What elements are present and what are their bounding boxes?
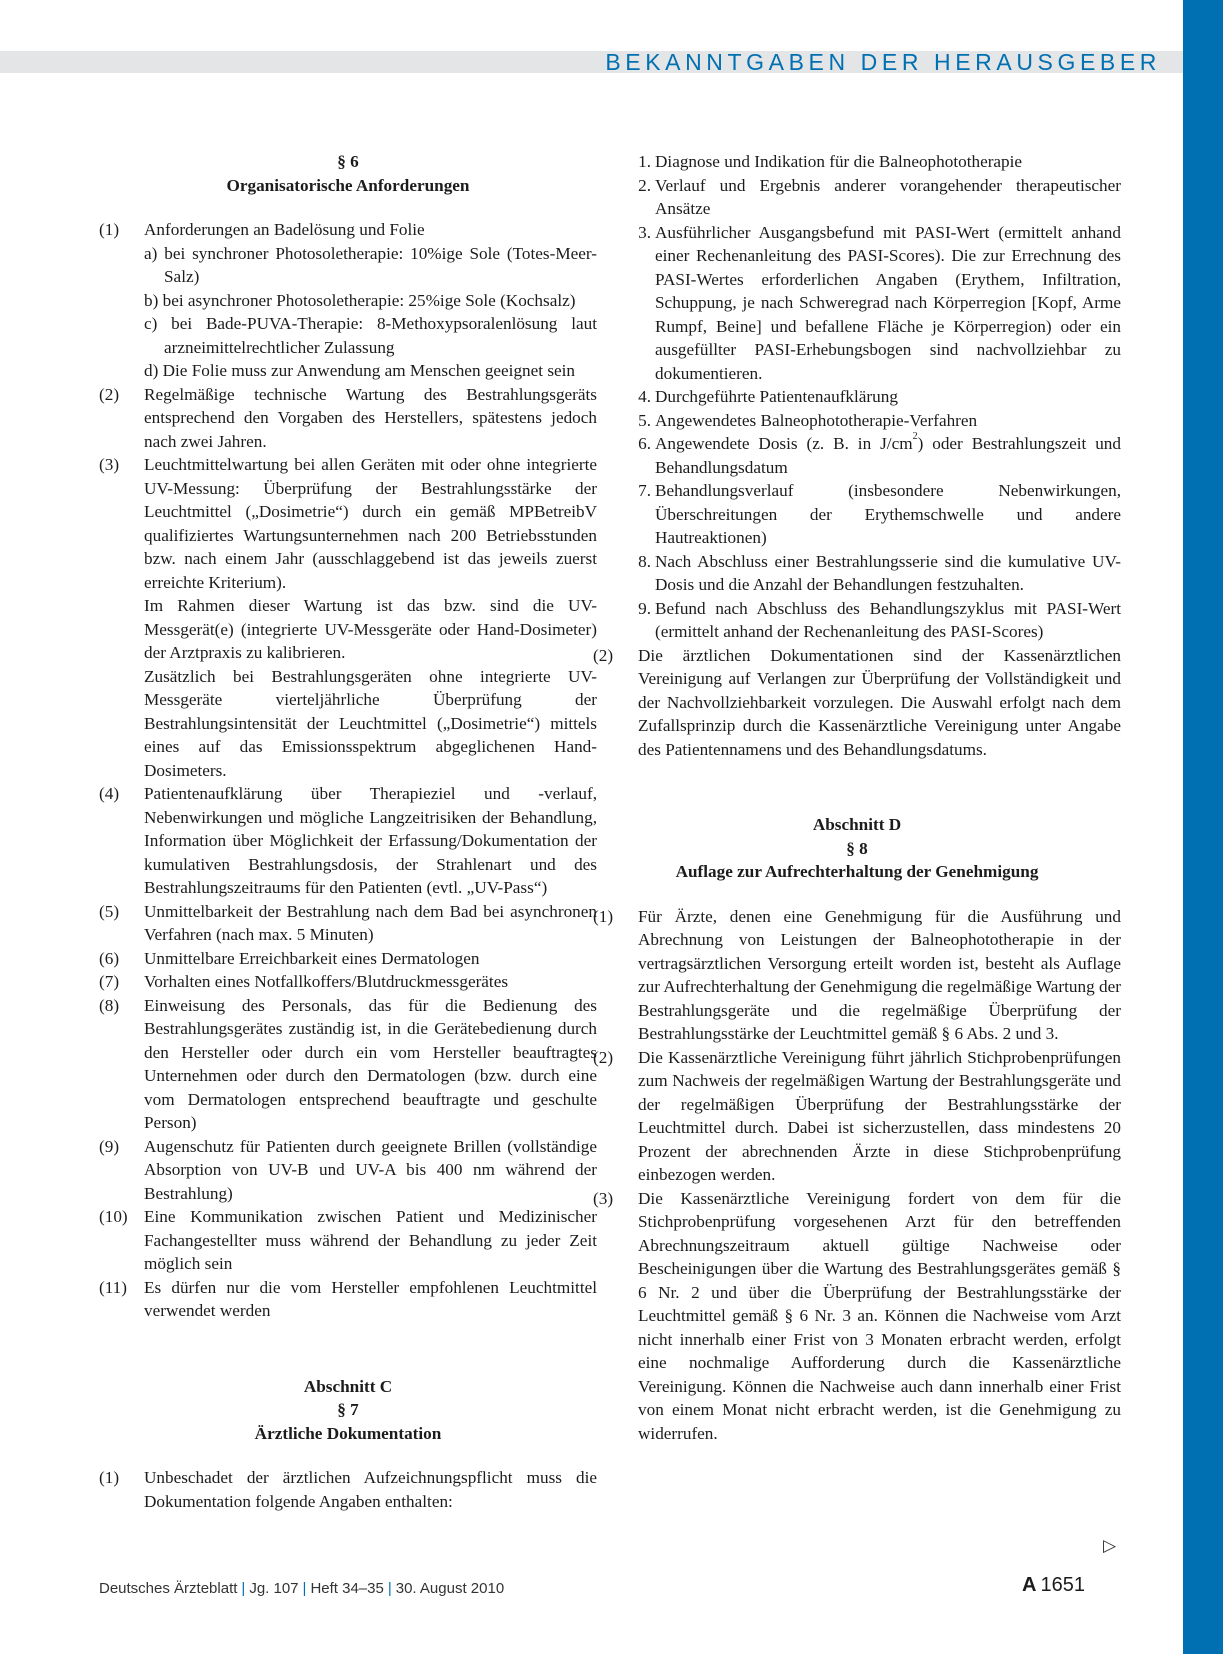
list-item	[621, 432, 1121, 479]
item-number: (9)	[99, 1136, 120, 1156]
item-text: Vorhalten eines Notfallkoffers/Blutdruckmessgerätes	[144, 972, 509, 991]
list-item	[99, 383, 597, 454]
list-item	[621, 479, 1121, 550]
item-text-part: ) oder Bestrahlungszeit und Behandlungsdatum	[655, 434, 1121, 477]
item-text: Unbeschadet der ärztlichen Aufzeichnungspflicht muss die Dokumentation folgende Angaben enthalten:	[144, 1468, 597, 1511]
requirements-list	[99, 218, 597, 1323]
list-item	[99, 1466, 597, 1513]
section-number: § 7	[337, 1400, 359, 1419]
item-number: (8)	[99, 995, 120, 1015]
item-text	[655, 432, 1121, 479]
item-text: Die ärztlichen Dokumentationen sind der Kassenärztlichen Vereinigung auf Verlangen zur Überprüfung der Vollständigkeit und der Nachvollziehbarkeit vorzulegen. Die Auswahl erfolgt nach dem Zufallsprinzip durch die Kassenärztliche Vereinigung unter Angabe des Patientennamens und des Behandlungsdatums.	[638, 645, 1121, 759]
list-item	[99, 782, 597, 900]
item-body	[144, 782, 597, 900]
item-body	[144, 994, 597, 1135]
item-number: (3)	[593, 1188, 614, 1208]
sub-item: b) bei asynchroner Photosoletherapie: 25%ige Sole (Kochsalz)	[144, 290, 576, 310]
separator: |	[387, 1580, 392, 1597]
list-item	[621, 174, 1121, 221]
item-number: 9.	[638, 598, 651, 618]
item-text: Unmittelbarkeit der Bestrahlung nach dem Bad bei asynchronen Verfahren (nach max. 5 Minuten)	[144, 901, 597, 944]
item-text: Anforderungen an Badelösung und Folie	[144, 220, 425, 239]
item-number: 4.	[638, 387, 651, 406]
list-item	[621, 385, 1121, 409]
spacer	[99, 1445, 597, 1466]
item-text: Nach Abschluss einer Bestrahlungsserie sind die kumulative UV-Dosis und die Anzahl der Behandlungen festzuhalten.	[655, 551, 1121, 594]
item-text: Diagnose und Indikation für die Balneophototherapie	[655, 152, 1023, 171]
list-item	[99, 218, 597, 383]
item-text: Regelmäßige technische Wartung des Bestrahlungsgeräts entsprechend den Vorgaben des Herstellers, spätestens jedoch nach zwei Jahren.	[144, 384, 597, 451]
list-item	[621, 150, 1121, 174]
list-item	[99, 1276, 597, 1323]
right-column	[593, 150, 1121, 1445]
journal-name: Deutsches Ärzteblatt	[99, 1580, 238, 1597]
item-number: 6.	[638, 434, 651, 453]
item-text: Die Kassenärztliche Vereinigung führt jährlich Stichprobenprüfungen zum Nachweis der regelmäßigen Wartung der Bestrahlungsgeräte und der regelmäßigen Überprüfung der Bestrahlungsstärke der Leuchtmittel durch. Dabei ist sicherzustellen, dass mindestens 20 Prozent der abrechnenden Ärzte in diese Stichprobenprüfung einbezogen werden.	[638, 1047, 1121, 1184]
item-text-part: Angewendete Dosis (z. B. in J/cm	[655, 434, 913, 453]
item-text: Angewendetes Balneophototherapie-Verfahren	[655, 410, 978, 430]
spacer	[99, 197, 597, 218]
item-number: (1)	[99, 1468, 120, 1487]
list-item	[621, 221, 1121, 386]
list-item	[593, 644, 1121, 762]
item-number: (2)	[99, 384, 120, 404]
sub-item: c) bei Bade-PUVA-Therapie: 8-Methoxypsoralenlösung laut arzneimittelrechtlicher Zulassung	[144, 314, 597, 357]
item-body	[144, 218, 597, 383]
side-color-bar	[1183, 0, 1223, 1654]
section-number: § 8	[846, 838, 868, 858]
item-number: (5)	[99, 901, 120, 921]
item-number: 3.	[638, 222, 651, 242]
list-item	[99, 900, 597, 947]
item-number: (4)	[99, 784, 120, 803]
item-text: Die Kassenärztliche Vereinigung fordert von dem für die Stichprobenprüfung vorgesehenen Arzt für den betreffenden Abrechnungszeitraum aktuell gültige Nachweise oder Bescheinigungen über die Wartung des Bestrahlungsgerätes gemäß § 6 Nr. 2 und über die Überprüfung der Bestrahlungsstärke der Leuchtmittel gemäß § 6 Nr. 3 an. Können die Nachweise vom Arzt nicht innerhalb einer Frist von 3 Monaten erbracht werden, erfolgt eine nochmalige Aufforderung durch die Kassenärztliche Vereinigung. Können die Nachweise auch dann innerhalb einer Frist von einem Monat nicht erbracht werden, ist die Genehmigung zu widerrufen.	[638, 1188, 1121, 1443]
item-body	[144, 1135, 597, 1206]
list-item	[593, 1046, 1121, 1187]
continue-arrow-icon: ▷	[1103, 1536, 1117, 1555]
page-value: 1651	[1040, 1574, 1085, 1596]
separator: |	[241, 1580, 246, 1597]
list-item	[99, 1205, 597, 1276]
section-number: § 6	[337, 152, 359, 171]
list-item	[593, 1187, 1121, 1446]
spacer	[593, 884, 1121, 905]
journal-date: 30. August 2010	[395, 1580, 505, 1597]
part-heading: Abschnitt C	[303, 1376, 393, 1396]
item-text: Es dürfen nur die vom Hersteller empfohlenen Leuchtmittel verwendet werden	[144, 1277, 597, 1320]
item-text: Ausführlicher Ausgangsbefund mit PASI-Wert (ermittelt anhand einer Rechenanleitung des PASI-Scores). Die zur Errechnung des PASI-Wertes erforderlichen Angaben (Erythem, Infiltration, Schuppung, je nach Schweregrad nach Körperregion [Kopf, Arme Rumpf, Beine] und befallene Fläche je Körperregion) oder ein ausgefüllter PASI-Erhebungsbogen sind nachvollziehbar zu dokumentieren.	[655, 222, 1121, 383]
part-heading: Abschnitt D	[812, 815, 902, 834]
item-body	[144, 383, 597, 454]
item-text: Durchgeführte Patientenaufklärung	[655, 387, 898, 406]
list-item	[621, 597, 1121, 644]
item-paragraph: Im Rahmen dieser Wartung ist das bzw. sind die UV-Messgerät(e) (integrierte UV-Messgeräte oder Hand-Dosimeter) der Arztpraxis zu kalibrieren.	[144, 596, 597, 662]
item-body	[144, 900, 597, 947]
conditions-list	[593, 905, 1121, 1446]
item-number: (2)	[593, 645, 614, 665]
footer-citation	[99, 1580, 504, 1597]
sub-item: a) bei synchroner Photosoletherapie: 10%ige Sole (Totes-Meer-Salz)	[144, 243, 597, 286]
item-text: Leuchtmittelwartung bei allen Geräten mit oder ohne integrierte UV-Messung: Überprüfung der Bestrahlungsstärke der Leuchtmittel („Dosimetrie“) durch ein gemäß MPBetreibV qualifiziertes Wartungsunternehmen nach 200 Betriebsstunden bzw. nach einem Jahr (ausschlaggebend ist das jeweils zuerst erreichte Kriterium).	[144, 455, 597, 592]
item-body	[144, 970, 597, 994]
sub-item: d) Die Folie muss zur Anwendung am Menschen geeignet sein	[144, 361, 576, 380]
item-number: 7.	[638, 481, 651, 500]
list-item	[99, 947, 597, 971]
journal-issue: Heft 34–35	[310, 1580, 384, 1597]
item-number: 2.	[638, 175, 651, 195]
list-item	[99, 994, 597, 1135]
item-paragraph: Zusätzlich bei Bestrahlungsgeräten ohne integrierte UV-Messgeräte vierteljährliche Überprüfung der Bestrahlungsintensität der Leuchtmittel („Dosimetrie“) mittels eines auf das Emissionsspektrum abgeglichenen Hand-Dosimeters.	[144, 666, 597, 780]
left-column	[99, 150, 597, 1513]
item-body	[144, 1205, 597, 1276]
list-item	[99, 1135, 597, 1206]
section-title: Auflage zur Aufrechterhaltung der Genehmigung	[675, 862, 1039, 881]
separator: |	[302, 1580, 307, 1597]
item-text: Eine Kommunikation zwischen Patient und Medizinischer Fachangestellter muss während der Behandlung zu jeder Zeit möglich sein	[144, 1207, 597, 1273]
item-text: Einweisung des Personals, das für die Bedienung des Bestrahlungsgerätes zuständig ist, in die Gerätebedienung durch den Hersteller oder durch ein vom Hersteller beauftragtes Unternehmen oder durch den Dermatologen (bzw. durch eine vom Dermatologen entsprechend beauftragte und geschulte Person)	[144, 995, 597, 1132]
list-item	[99, 970, 597, 994]
item-body	[144, 947, 597, 971]
item-text: Verlauf und Ergebnis anderer vorangehender therapeutischer Ansätze	[655, 175, 1121, 218]
item-text: Patientenaufklärung über Therapieziel und -verlauf, Nebenwirkungen und mögliche Langzeitrisiken der Behandlung, Information über Möglichkeit der Erfassung/Dokumentation der kumulativen Bestrahlungsdosis, der Strahlenart und des Bestrahlungszeitraums für den Patienten (evtl. „UV-Pass“)	[144, 784, 597, 897]
item-number: (7)	[99, 972, 120, 991]
page-prefix: A	[1022, 1574, 1037, 1596]
item-text: Befund nach Abschluss des Behandlungszyklus mit PASI-Wert (ermittelt anhand der Rechenanleitung des PASI-Scores)	[655, 598, 1121, 641]
item-number: (2)	[593, 1047, 614, 1067]
item-number: (1)	[593, 906, 614, 926]
list-item	[99, 453, 597, 782]
documentation-list	[611, 150, 1121, 644]
item-number: 1.	[638, 152, 651, 171]
item-number: 8.	[638, 551, 651, 571]
item-text: Für Ärzte, denen eine Genehmigung für die Ausführung und Abrechnung von Leistungen der Balneophototherapie in der vertragsärztlichen Versorgung erteilt worden ist, besteht als Auflage zur Aufrechterhaltung der Genehmigung die regelmäßige Wartung der Bestrahlungsgeräte und die regelmäßige Überprüfung der Bestrahlungsstärke der Leuchtmittel gemäß § 6 Abs. 2 und 3.	[638, 906, 1121, 1043]
item-body	[144, 1276, 597, 1323]
section-title: Organisatorische Anforderungen	[226, 175, 470, 195]
page-number	[1022, 1574, 1085, 1597]
section-title: Ärztliche Dokumentation	[254, 1423, 442, 1443]
item-number: (11)	[99, 1277, 127, 1297]
list-item	[621, 409, 1121, 433]
item-number: (10)	[99, 1207, 128, 1226]
list-item	[593, 905, 1121, 1046]
section-header: BEKANNTGABEN DER HERAUSGEBER	[605, 49, 1161, 75]
list-item	[621, 550, 1121, 597]
spacer	[99, 1323, 597, 1375]
section-8	[593, 813, 1121, 1445]
item-text: Behandlungsverlauf (insbesondere Nebenwirkungen, Überschreitungen der Erythemschwelle und andere Hautreaktionen)	[655, 481, 1121, 547]
item-text: Augenschutz für Patienten durch geeignete Brillen (vollständige Absorption von UV-B und UV-A bis 400 nm während der Bestrahlung)	[144, 1136, 597, 1203]
item-text: Unmittelbare Erreichbarkeit eines Dermatologen	[144, 948, 480, 968]
item-number: (3)	[99, 455, 120, 474]
item-number: (6)	[99, 948, 120, 968]
spacer	[624, 761, 1121, 813]
journal-volume: Jg. 107	[249, 1580, 299, 1597]
item-body	[144, 453, 597, 782]
item-number: (1)	[99, 220, 120, 239]
superscript: 2	[912, 431, 918, 442]
item-number: 5.	[638, 410, 651, 430]
